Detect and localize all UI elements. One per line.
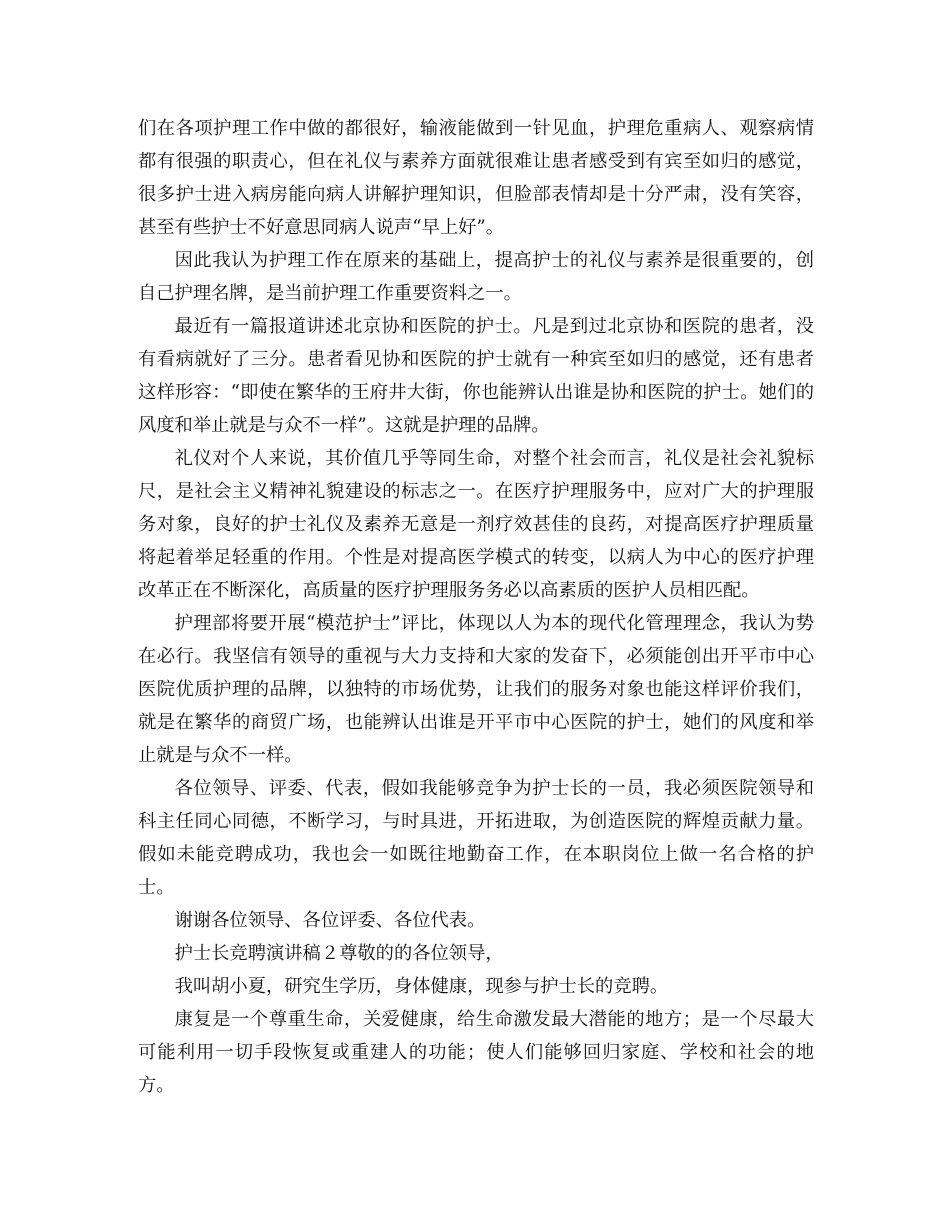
paragraph-heading: 护士长竞聘演讲稿２尊敬的的各位领导， — [174, 943, 504, 964]
paragraph: 护理部将要开展“模范护士”评比，体现以人为本的现代化管理理念，我认为势在必行。我坚信有领导的重视与大力支持和大家的发奋下，必须能创出开平市中心医院优质护理的品牌，以独特的市场优势，让我们的服务对象也能这样评价我们，就是在繁华的商贸广场，也能辨认出谁是开平市中心医院的护士，她们的风度和举止就是与众不一样。 — [138, 613, 814, 766]
document-body — [138, 112, 814, 1102]
paragraph: 因此我认为护理工作在原来的基础上，提高护士的礼仪与素养是很重要的，创自己护理名牌，是当前护理工作重要资料之一。 — [138, 250, 814, 304]
paragraph: 各位领导、评委、代表，假如我能够竞争为护士长的一员，我必须医院领导和科主任同心同德，不断学习，与时具进，开拓进取，为创造医院的辉煌贡献力量。假如未能竞聘成功，我也会一如既往地勤奋工作，在本职岗位上做一名合格的护士。 — [138, 778, 814, 898]
paragraph: 我叫胡小夏，研究生学历，身体健康，现参与护士长的竞聘。 — [174, 976, 669, 997]
paragraph-continued: 们在各项护理工作中做的都很好，输液能做到一针见血，护理危重病人、观察病情都有很强的职责心，但在礼仪与素养方面就很难让患者感受到有宾至如归的感觉，很多护士进入病房能向病人讲解护理知识，但脸部表情却是十分严肃，没有笑容，甚至有些护士不好意思同病人说声“早上好”。 — [138, 118, 814, 238]
paragraph: 谢谢各位领导、各位评委、各位代表。 — [174, 910, 486, 931]
paragraph: 康复是一个尊重生命，关爱健康，给生命激发最大潜能的地方；是一个尽最大可能利用一切手段恢复或重建人的功能；使人们能够回归家庭、学校和社会的地方。 — [138, 1009, 814, 1096]
paragraph: 礼仪对个人来说，其价值几乎等同生命，对整个社会而言，礼仪是社会礼貌标尺，是社会主义精神礼貌建设的标志之一。在医疗护理服务中，应对广大的护理服务对象，良好的护士礼仪及素养无意是一剂疗效甚佳的良药，对提高医疗护理质量将起着举足轻重的作用。个性是对提高医学模式的转变，以病人为中心的医疗护理改革正在不断深化，高质量的医疗护理服务务必以高素质的医护人员相匹配。 — [138, 448, 814, 601]
paragraph: 最近有一篇报道讲述北京协和医院的护士。凡是到过北京协和医院的患者，没有看病就好了三分。患者看见协和医院的护士就有一种宾至如归的感觉，还有患者这样形容：“即使在繁华的王府井大街，你也能辨认出谁是协和医院的护士。她们的风度和举止就是与众不一样”。这就是护理的品牌。 — [138, 316, 814, 436]
